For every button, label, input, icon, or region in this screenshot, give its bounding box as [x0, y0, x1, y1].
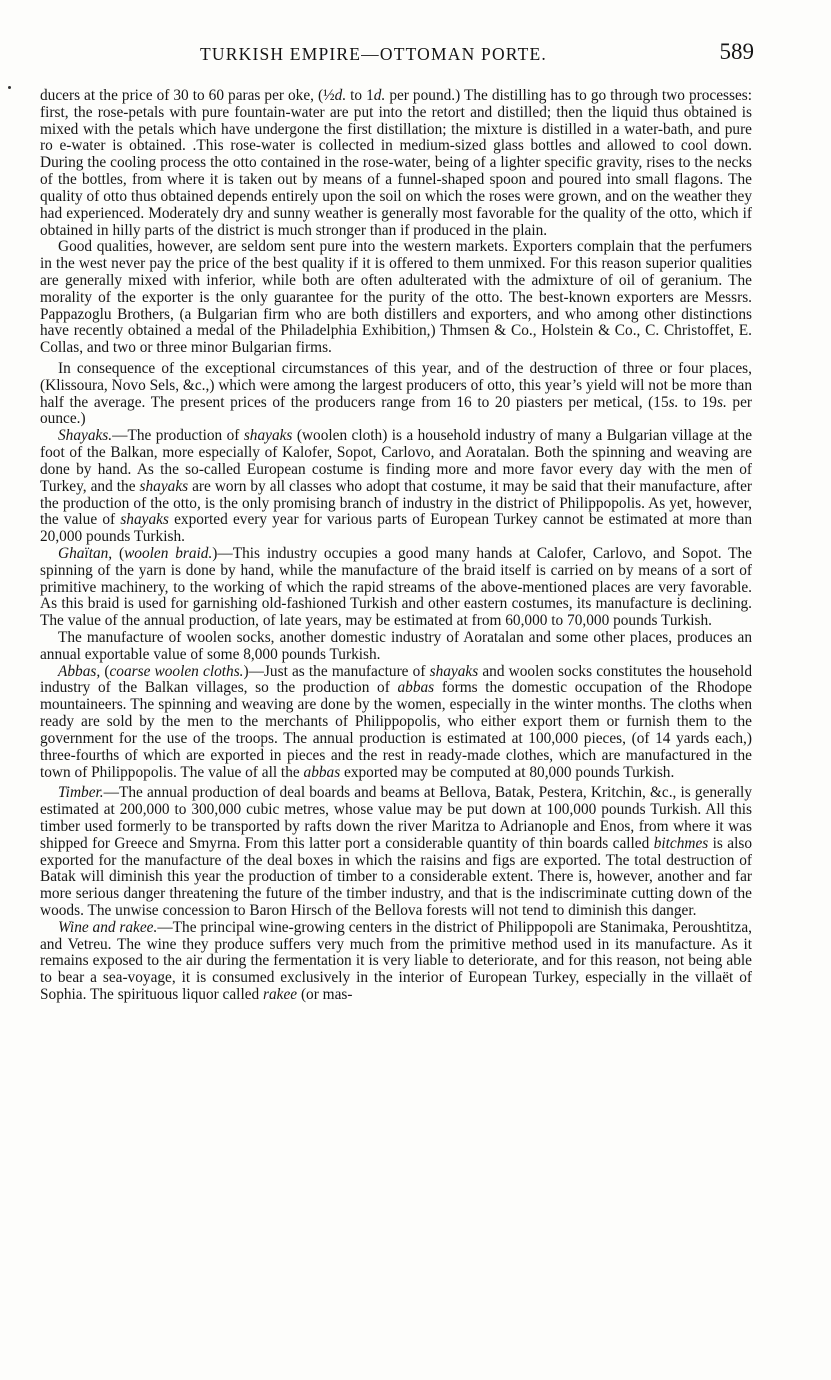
italic-text: Timber.	[58, 784, 104, 802]
text-run: is also exported for the manufacture of the deal boxes in which the raisins and figs are exported. The total destruction of Batak will diminish this year the production of timber to a considerable extent. There is, however, another and far more serious danger threatening the future of the timber industry, and that is the indiscriminate cutting down of the woods. The unwise concession to Baron Hirsch of the Bellova forests will not tend to diminish this danger.	[40, 834, 753, 919]
paragraph	[40, 664, 752, 782]
page-number: 589	[719, 39, 754, 64]
text-run: (woolen cloth) is a household industry of many a Bulgarian village at the foot of the Balkan, more especially of Kalofer, Sopot, Carlovo, and Aoratalan. Both the spinning and weaving are done by hand. As the so-called European costume is finding more and more favor every day with the men of Turkey, and the	[40, 427, 753, 495]
italic-text: s.	[668, 393, 679, 411]
text-run: exported may be computed at 80,000 pounds Turkish.	[340, 763, 675, 781]
paragraph	[40, 920, 752, 1004]
paragraph	[40, 361, 752, 428]
paragraph	[40, 428, 752, 546]
italic-text: d.	[334, 87, 347, 104]
text-run: per ounce.)	[40, 393, 752, 428]
paragraph	[40, 239, 752, 357]
text-run: —The production of	[112, 427, 244, 445]
page-header	[40, 39, 758, 68]
text-run: The manufacture of woolen socks, another domestic industry of Aoratalan and some other places, produces an annual exportable value of some 8,000 pounds Turkish.	[40, 629, 752, 663]
text-run: Good qualities, however, are seldom sent pure into the western markets. Exporters complain that the perfumers in the west never pay the price of the best quality if it is offered to them unmixed. For this reason superior qualities are generally mixed with inferior, while both are often adulterated with the admixture of oil of geranium. The morality of the exporter is the only guarantee for the purity of the otto. The best-known exporters are Messrs. Pappazoglu Brothers, (a Bulgarian firm who are both distillers and exporters, and who among other distinctions have recently obtained a medal of the Philadelphia Exhibition,) Thmsen & Co., Holstein & Co., C. Christoffet, E. Collas, and two or three minor Bulgarian firms.	[40, 238, 752, 357]
text-run: exported every year for various parts of European Turkey cannot be estimated at more than 20,000 pounds Turkish.	[40, 511, 752, 546]
paragraph	[40, 546, 752, 630]
paragraph	[40, 785, 752, 920]
text-run: —The principal wine-growing centers in the district of Philippopoli are Stanimaka, Peroushtitza, and Vetreu. The wine they produce suffers very much from the primitive method used in its manufacture. As it remains exposed to the air during the fermentation it is very liable to deteriorate, and for this reason, not being able to bear a sea-voyage, it is consumed exclusively in the interior of European Turkey, especially in the villaët of Sophia. The spirituous liquor called	[40, 918, 752, 1004]
text-run: per pound.) The distilling has to go through two processes: first, the rose-petals with pure fountain-water are put into the retort and distilled; then the liquid thus obtained is mixed with the petals which have undergone the first distillation; the mixture is distilled in a water-bath, and pure ro e-water is obtained. .This rose-water is collected in medium-sized glass bottles and allowed to cool down. During the cooling process the otto contained in the rose-water, being of a lighter specific gravity, rises to the necks of the bottles, from where it is taken out by means of a funnel-shaped spoon and poured into small flagons. The quality of otto thus obtained depends entirely upon the soil on which the roses were grown, and on the weather they had experienced. Moderately dry and sunny weather is generally most favorable for the quality of the otto, which if obtained in hilly parts of the district is much stronger than if produced in the plain.	[40, 87, 753, 239]
italic-text: abbas	[397, 679, 435, 697]
margin-mark	[8, 86, 11, 89]
italic-text: shayaks	[429, 662, 479, 680]
italic-text: Wine and rakee.	[58, 918, 158, 936]
text-run: —The annual production of deal boards and beams at Bellova, Batak, Pestera, Kritchin, &c., is generally estimated at 200,000 to 300,000 cubic metres, whose value may be put down at 100,000 pounds Turkish. All this timber used formerly to be transported by rafts down the river Maritza to Adrianople and Enos, from where it was shipped for Greece and Smyrna. From this latter port a considerable quantity of thin boards called	[40, 784, 752, 852]
italic-text: s.	[716, 393, 727, 411]
paragraph	[40, 88, 752, 239]
text-run: forms the domestic occupation of the Rhodope mountaineers. The spinning and weaving are done by the women, especially in the winter months. The cloths when ready are sold by the men to the merchants of Philippopolis, who either export them or furnish them to the government for the use of the troops. The annual production is estimated at 100,000 pieces, (of 14 yards each,) three-fourths of which are exported in pieces and the rest in ready-made clothes, which are manufactured in the town of Philippopolis. The value of all the	[40, 679, 752, 781]
italic-text: coarse woolen cloths.	[109, 662, 244, 680]
italic-text: bitchmes	[653, 834, 709, 852]
running-title: TURKISH EMPIRE—OTTOMAN PORTE.	[200, 44, 547, 64]
body-text	[40, 88, 752, 1004]
text-run: )—This industry occupies a good many hands at Calofer, Carlovo, and Sopot. The spinning of the yarn is done by hand, while the manufacture of the braid itself is carried on by means of a sort of primitive machinery, to the working of which the rapid streams of the above-mentioned places are very favorable. As this braid is used for garnishing old-fashioned Turkish and other eastern costumes, its manufacture is declining. The value of the annual production, of late years, may be estimated at from 60,000 to 70,000 pounds Turkish.	[40, 544, 752, 630]
text-run: to 1	[346, 87, 374, 104]
paragraph	[40, 630, 752, 664]
italic-text: Shayaks.	[58, 427, 113, 445]
text-run: to 19	[678, 393, 717, 411]
italic-text: Ghaïtan,	[58, 544, 113, 562]
text-run: ducers at the price of 30 to 60 paras per oke, (½	[40, 87, 335, 104]
text-run: (	[100, 662, 110, 680]
text-run: (	[112, 544, 125, 562]
italic-text: Abbas,	[58, 662, 101, 680]
italic-text: shayaks	[120, 511, 169, 529]
text-run: are worn by all classes who adopt that costume, it may be said that their manufacture, after the production of the otto, is the only promising branch of industry in the district of Philippopolis. As yet, however, the value of	[40, 477, 753, 529]
italic-text: d.	[373, 87, 386, 104]
text-run: )—Just as the manufacture of	[243, 662, 430, 680]
italic-text: rakee	[263, 986, 298, 1004]
italic-text: shayaks	[243, 427, 293, 445]
italic-text: abbas	[303, 763, 341, 781]
italic-text: shayaks	[139, 477, 189, 495]
text-run: and woolen socks constitutes the household industry of the Balkan villages, so the production of	[40, 662, 752, 697]
italic-text: woolen braid.	[124, 544, 213, 562]
text-run: (or mas-	[297, 986, 353, 1004]
text-run: In consequence of the exceptional circumstances of this year, and of the destruction of three or four places, (Klissoura, Novo Sels, &c.,) which were among the largest producers of otto, this year’s yield will not be more than half the average. The present prices of the producers range from 16 to 20 piasters per metical, (15	[40, 360, 752, 411]
